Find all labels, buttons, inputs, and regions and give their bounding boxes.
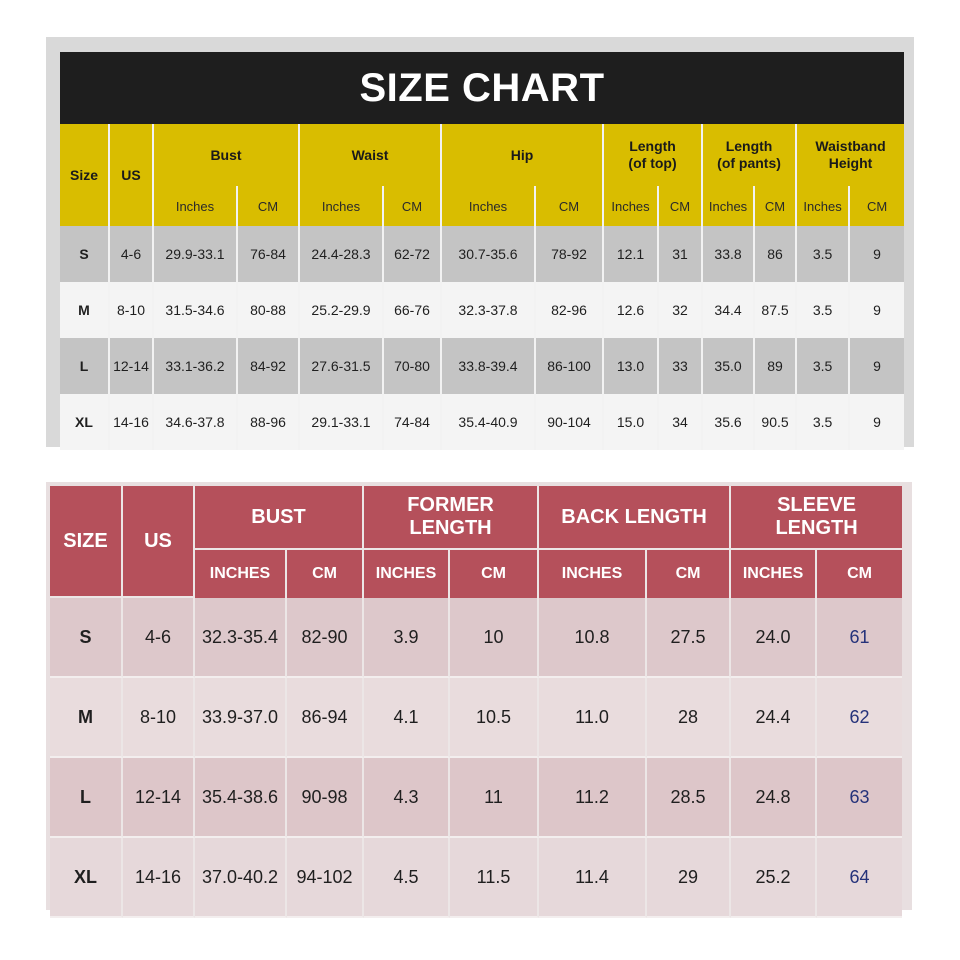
table-cell: 74-84: [384, 394, 442, 450]
header-us: US: [123, 486, 195, 598]
size-label: L: [50, 758, 123, 838]
table-cell: 11: [450, 758, 539, 838]
table-cell: 62-72: [384, 226, 442, 282]
table-cell: 82-96: [536, 282, 604, 338]
table-cell: 29: [647, 838, 731, 918]
unit-cm: CM: [238, 186, 300, 226]
header-waistband-line1: Waistband: [815, 138, 886, 154]
table-cell: 10: [450, 598, 539, 678]
table-cell: 9: [850, 226, 904, 282]
size-chart-title: SIZE CHART: [60, 52, 904, 124]
unit-inches: Inches: [300, 186, 384, 226]
size-label: S: [60, 226, 110, 282]
table-cell: 4-6: [123, 598, 195, 678]
table-cell: 8-10: [110, 282, 154, 338]
table-cell: 27.6-31.5: [300, 338, 384, 394]
table-cell: 3.5: [797, 394, 850, 450]
header-bust: BUST: [195, 486, 364, 550]
table-row: [60, 226, 904, 282]
table-cell: 9: [850, 282, 904, 338]
table-cell: 32.3-37.8: [442, 282, 536, 338]
table-cell: 11.4: [539, 838, 647, 918]
unit-inches: INCHES: [539, 550, 647, 598]
size-label: M: [60, 282, 110, 338]
unit-inches: Inches: [797, 186, 850, 226]
table-cell: 4-6: [110, 226, 154, 282]
table-cell: 28.5: [647, 758, 731, 838]
unit-cm: CM: [536, 186, 604, 226]
table-cell: 66-76: [384, 282, 442, 338]
header-size: SIZE: [50, 486, 123, 598]
table-cell: 3.5: [797, 282, 850, 338]
table-cell: 33.9-37.0: [195, 678, 287, 758]
unit-cm: CM: [659, 186, 703, 226]
table-row: [50, 678, 902, 758]
header-length-pants: [703, 124, 797, 186]
table-cell: 63: [817, 758, 902, 838]
header-waistband: [797, 124, 904, 186]
table-cell: 28: [647, 678, 731, 758]
table-cell: 37.0-40.2: [195, 838, 287, 918]
table-cell: 33: [659, 338, 703, 394]
table-cell: 13.0: [604, 338, 659, 394]
table-cell: 31.5-34.6: [154, 282, 238, 338]
table-cell: 12-14: [123, 758, 195, 838]
unit-inches: Inches: [442, 186, 536, 226]
table-cell: 12.6: [604, 282, 659, 338]
table-cell: 32: [659, 282, 703, 338]
table-cell: 25.2-29.9: [300, 282, 384, 338]
size-table-1: [60, 124, 904, 450]
table-cell: 15.0: [604, 394, 659, 450]
table-cell: 86-100: [536, 338, 604, 394]
table-cell: 3.9: [364, 598, 450, 678]
unit-cm: CM: [817, 550, 902, 598]
header-sleeve-length: [731, 486, 902, 550]
table-cell: 3.5: [797, 338, 850, 394]
unit-cm: CM: [287, 550, 364, 598]
table-cell: 4.5: [364, 838, 450, 918]
table-cell: 76-84: [238, 226, 300, 282]
header-length-pants-line2: (of pants): [717, 155, 781, 171]
header-former-length: [364, 486, 539, 550]
table-cell: 14-16: [110, 394, 154, 450]
table-cell: 11.5: [450, 838, 539, 918]
size-label: XL: [60, 394, 110, 450]
table-cell: 90-98: [287, 758, 364, 838]
table-cell: 35.6: [703, 394, 755, 450]
header-row: [50, 486, 902, 550]
table-cell: 12.1: [604, 226, 659, 282]
header-former-line1: FORMER: [407, 494, 494, 516]
table-cell: 11.2: [539, 758, 647, 838]
table-cell: 35.4-38.6: [195, 758, 287, 838]
unit-inches: INCHES: [731, 550, 817, 598]
table-cell: 88-96: [238, 394, 300, 450]
table-cell: 61: [817, 598, 902, 678]
table-cell: 33.8: [703, 226, 755, 282]
header-bust: Bust: [154, 124, 300, 186]
table-row: [60, 394, 904, 450]
header-row: [60, 124, 904, 186]
unit-cm: CM: [450, 550, 539, 598]
table-cell: 34.4: [703, 282, 755, 338]
table-row: [50, 598, 902, 678]
table-cell: 82-90: [287, 598, 364, 678]
table-cell: 64: [817, 838, 902, 918]
table-cell: 10.8: [539, 598, 647, 678]
table-cell: 12-14: [110, 338, 154, 394]
unit-inches: Inches: [703, 186, 755, 226]
unit-cm: CM: [384, 186, 442, 226]
table-cell: 84-92: [238, 338, 300, 394]
table-cell: 90.5: [755, 394, 797, 450]
table-cell: 4.3: [364, 758, 450, 838]
table-cell: 31: [659, 226, 703, 282]
table-cell: 94-102: [287, 838, 364, 918]
table-row: [60, 338, 904, 394]
unit-inches: Inches: [604, 186, 659, 226]
unit-cm: CM: [850, 186, 904, 226]
table-cell: 10.5: [450, 678, 539, 758]
table-cell: 24.4: [731, 678, 817, 758]
header-length-top: [604, 124, 703, 186]
table-cell: 80-88: [238, 282, 300, 338]
table-cell: 29.1-33.1: [300, 394, 384, 450]
table-cell: 89: [755, 338, 797, 394]
table-cell: 9: [850, 394, 904, 450]
table-cell: 86: [755, 226, 797, 282]
header-hip: Hip: [442, 124, 604, 186]
header-us: US: [110, 124, 154, 226]
table-cell: 4.1: [364, 678, 450, 758]
size-label: XL: [50, 838, 123, 918]
unit-inches: INCHES: [364, 550, 450, 598]
size-label: S: [50, 598, 123, 678]
table-cell: 34.6-37.8: [154, 394, 238, 450]
header-sleeve-line1: SLEEVE: [777, 494, 856, 516]
table-cell: 30.7-35.6: [442, 226, 536, 282]
table-row: [50, 758, 902, 838]
table-cell: 35.4-40.9: [442, 394, 536, 450]
header-waistband-line2: Height: [828, 155, 873, 171]
unit-inches: INCHES: [195, 550, 287, 598]
table-cell: 90-104: [536, 394, 604, 450]
table-cell: 33.8-39.4: [442, 338, 536, 394]
header-back-length: BACK LENGTH: [539, 486, 731, 550]
header-former-line2: LENGTH: [409, 517, 492, 539]
header-size: Size: [60, 124, 110, 226]
table-cell: 35.0: [703, 338, 755, 394]
unit-cm: CM: [755, 186, 797, 226]
table-cell: 8-10: [123, 678, 195, 758]
table-cell: 62: [817, 678, 902, 758]
table-cell: 25.2: [731, 838, 817, 918]
table-cell: 33.1-36.2: [154, 338, 238, 394]
table-row: [60, 282, 904, 338]
table-cell: 87.5: [755, 282, 797, 338]
table-cell: 32.3-35.4: [195, 598, 287, 678]
table-cell: 29.9-33.1: [154, 226, 238, 282]
header-length-top-line1: Length: [629, 138, 676, 154]
table-cell: 14-16: [123, 838, 195, 918]
table-cell: 86-94: [287, 678, 364, 758]
table-cell: 70-80: [384, 338, 442, 394]
table-cell: 34: [659, 394, 703, 450]
table-cell: 24.8: [731, 758, 817, 838]
table-cell: 78-92: [536, 226, 604, 282]
unit-row: [60, 186, 904, 226]
header-length-pants-line1: Length: [725, 138, 773, 154]
unit-cm: CM: [647, 550, 731, 598]
size-label: M: [50, 678, 123, 758]
table-cell: 27.5: [647, 598, 731, 678]
table-cell: 9: [850, 338, 904, 394]
table-row: [50, 838, 902, 918]
size-label: L: [60, 338, 110, 394]
unit-inches: Inches: [154, 186, 238, 226]
header-sleeve-line2: LENGTH: [775, 517, 858, 539]
table-cell: 3.5: [797, 226, 850, 282]
size-table-2: [50, 486, 902, 918]
table-cell: 24.4-28.3: [300, 226, 384, 282]
table-cell: 11.0: [539, 678, 647, 758]
header-length-top-line2: (of top): [628, 155, 677, 171]
table-cell: 24.0: [731, 598, 817, 678]
header-waist: Waist: [300, 124, 442, 186]
